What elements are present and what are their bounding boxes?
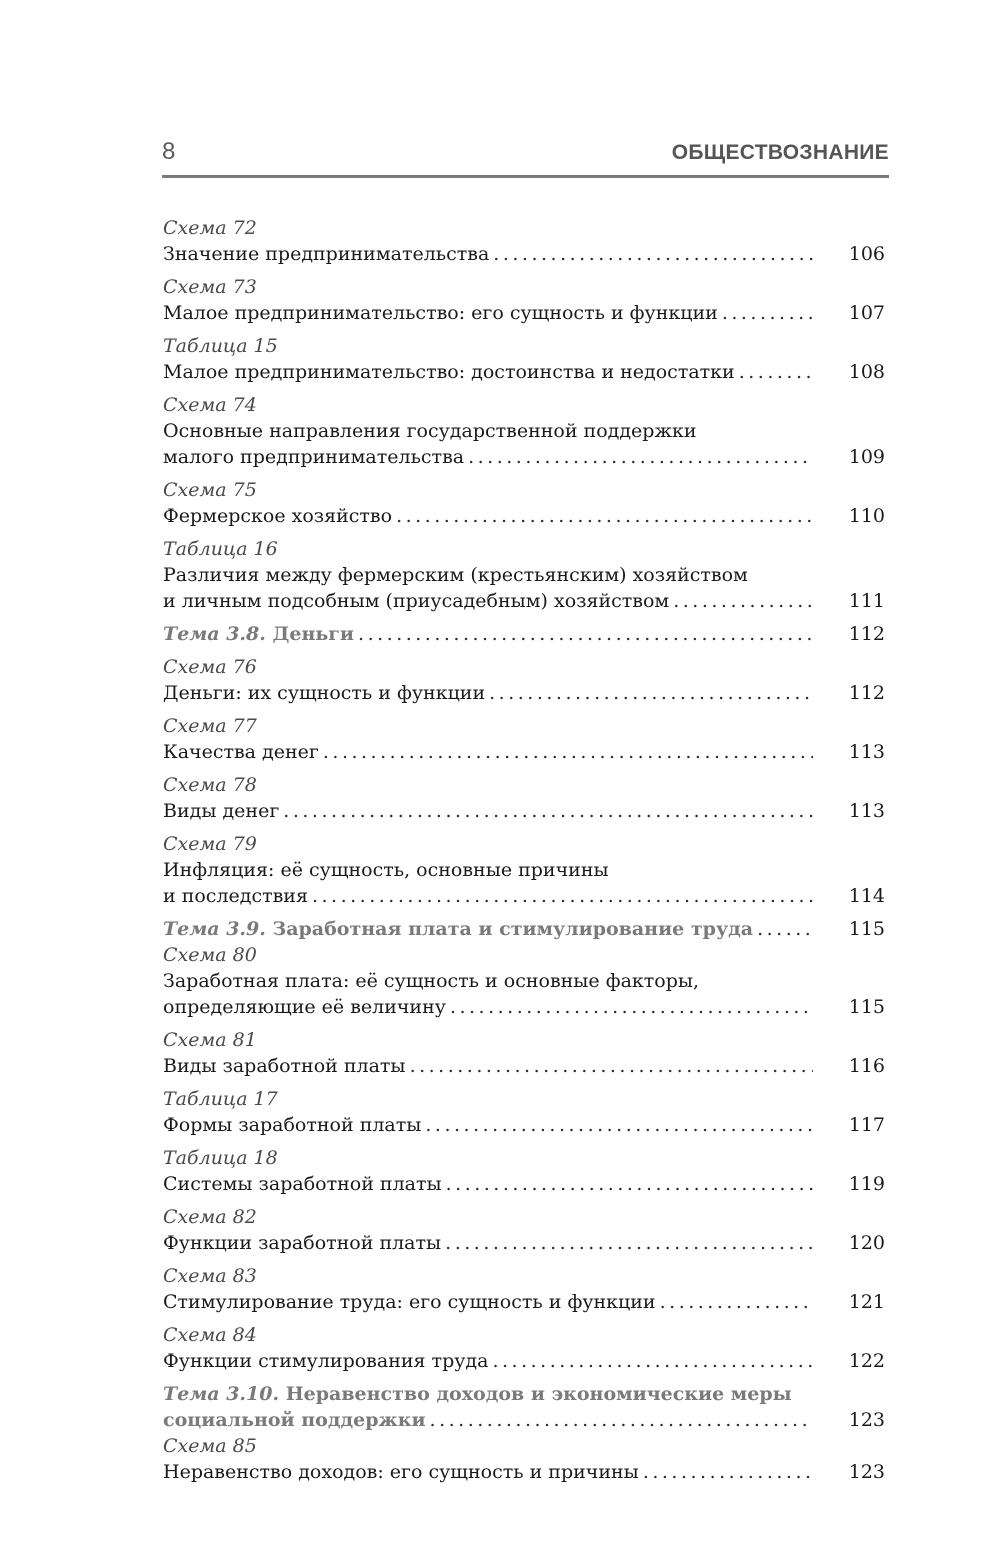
entry-line	[163, 1289, 885, 1315]
entry-label: Схема 72	[163, 217, 257, 239]
toc-entry	[163, 477, 885, 529]
topic-line-1	[163, 1381, 885, 1407]
entry-line-1	[163, 857, 885, 883]
table-of-contents	[163, 215, 885, 1485]
entry-line	[163, 680, 885, 706]
leader-dots	[639, 1459, 813, 1485]
toc-entry	[163, 1027, 885, 1079]
leader-dots	[426, 1407, 813, 1433]
entry-line	[163, 300, 885, 326]
entry-label: Схема 78	[163, 774, 257, 796]
entry-label: Схема 75	[163, 479, 257, 501]
entry-title: Деньги: их сущность и функции	[163, 682, 486, 704]
entry-line	[163, 588, 885, 614]
entry-page: 120	[848, 1232, 885, 1254]
leader-dots	[392, 503, 813, 529]
entry-title: Виды заработной платы	[163, 1055, 406, 1077]
entry-label: Схема 80	[163, 944, 257, 966]
topic-title: Заработная плата и стимулирование труда	[265, 918, 754, 940]
leader-dots	[354, 621, 813, 647]
toc-entry	[163, 942, 885, 1020]
entry-page: 117	[848, 1114, 885, 1136]
entry-line	[163, 359, 885, 385]
entry-title-cont: малого предпринимательства	[163, 446, 465, 468]
topic-page: 123	[848, 1409, 885, 1431]
leader-dots	[488, 1348, 813, 1374]
toc-topic	[163, 621, 885, 647]
entry-page: 111	[848, 590, 885, 612]
entry-page: 114	[848, 885, 885, 907]
entry-label: Схема 83	[163, 1265, 257, 1287]
leader-dots	[464, 444, 813, 470]
entry-page: 106	[848, 243, 885, 265]
entry-title: Системы заработной платы	[163, 1173, 442, 1195]
entry-line	[163, 994, 885, 1020]
entry-line-1	[163, 418, 885, 444]
toc-entry	[163, 713, 885, 765]
entry-line	[163, 1171, 885, 1197]
entry-page: 108	[848, 361, 885, 383]
entry-label: Схема 85	[163, 1435, 257, 1457]
entry-label: Схема 77	[163, 715, 257, 737]
entry-label: Таблица 15	[163, 335, 278, 357]
toc-entry	[163, 1433, 885, 1485]
leader-dots	[735, 359, 813, 385]
topic-line	[163, 916, 885, 942]
leader-dots	[446, 994, 813, 1020]
entry-title-cont: определяющие её величину	[163, 996, 446, 1018]
entry-line-1	[163, 968, 885, 994]
topic-line	[163, 621, 885, 647]
topic-label: Тема 3.9.	[163, 918, 266, 940]
entry-title-cont: и личным подсобным (приусадебным) хозяйством	[163, 590, 670, 612]
entry-title: Виды денег	[163, 800, 280, 822]
leader-dots	[421, 1112, 813, 1138]
entry-page: 113	[848, 741, 885, 763]
toc-entry	[163, 1145, 885, 1197]
leader-dots	[319, 739, 813, 765]
toc-topic	[163, 916, 885, 942]
entry-title: Инфляция: её сущность, основные причины	[163, 859, 609, 881]
leader-dots	[656, 1289, 813, 1315]
entry-title: Качества денег	[163, 741, 319, 763]
entry-page: 109	[848, 446, 885, 468]
entry-title: Различия между фермерским (крестьянским) хозяйством	[163, 564, 748, 586]
entry-label: Схема 84	[163, 1324, 257, 1346]
entry-label: Схема 82	[163, 1206, 257, 1228]
entry-page: 122	[848, 1350, 885, 1372]
entry-page: 110	[848, 505, 885, 527]
entry-page: 119	[848, 1173, 885, 1195]
entry-label: Схема 74	[163, 394, 257, 416]
entry-page: 116	[848, 1055, 885, 1077]
toc-entry	[163, 215, 885, 267]
entry-page: 113	[848, 800, 885, 822]
entry-page: 115	[848, 996, 885, 1018]
entry-label: Схема 81	[163, 1029, 257, 1051]
entry-line	[163, 883, 885, 909]
entry-title: Фермерское хозяйство	[163, 505, 393, 527]
toc-entry	[163, 1263, 885, 1315]
running-header	[162, 138, 889, 178]
toc-topic	[163, 1381, 885, 1433]
topic-title: Деньги	[265, 623, 355, 645]
entry-line	[163, 1112, 885, 1138]
entry-label: Схема 79	[163, 833, 257, 855]
entry-title: Функции заработной платы	[163, 1232, 442, 1254]
toc-entry	[163, 274, 885, 326]
toc-entry	[163, 1204, 885, 1256]
entry-line	[163, 1348, 885, 1374]
entry-title: Основные направления государственной поддержки	[163, 420, 697, 442]
topic-page: 112	[848, 623, 885, 645]
entry-label: Таблица 18	[163, 1147, 278, 1169]
leader-dots	[718, 300, 813, 326]
entry-title: Малое предпринимательство: его сущность и функции	[163, 302, 718, 324]
leader-dots	[308, 883, 813, 909]
topic-title: Неравенство доходов и экономические меры	[279, 1383, 792, 1405]
toc-entry	[163, 1322, 885, 1374]
toc-entry	[163, 392, 885, 470]
entry-page: 121	[848, 1291, 885, 1313]
running-title: ОБЩЕСТВОЗНАНИЕ	[671, 141, 889, 164]
entry-title-cont: и последствия	[163, 885, 308, 907]
leader-dots	[406, 1053, 813, 1079]
toc-entry	[163, 1086, 885, 1138]
entry-label: Таблица 16	[163, 538, 278, 560]
toc-entry	[163, 536, 885, 614]
entry-page: 123	[848, 1461, 885, 1483]
leader-dots	[442, 1171, 813, 1197]
page-number: 8	[162, 138, 176, 165]
entry-title: Заработная плата: её сущность и основные факторы,	[163, 970, 700, 992]
leader-dots	[489, 241, 813, 267]
toc-entry	[163, 654, 885, 706]
leader-dots	[485, 680, 813, 706]
entry-line	[163, 241, 885, 267]
entry-line	[163, 1053, 885, 1079]
entry-page: 112	[848, 682, 885, 704]
entry-line	[163, 444, 885, 470]
entry-line	[163, 739, 885, 765]
topic-line	[163, 1407, 885, 1433]
entry-title: Значение предпринимательства	[163, 243, 490, 265]
entry-line	[163, 798, 885, 824]
topic-label: Тема 3.10.	[163, 1383, 280, 1405]
entry-label: Схема 73	[163, 276, 257, 298]
toc-entry	[163, 831, 885, 909]
leader-dots	[279, 798, 813, 824]
entry-title: Стимулирование труда: его сущность и функции	[163, 1291, 656, 1313]
topic-label: Тема 3.8.	[163, 623, 266, 645]
entry-title: Неравенство доходов: его сущность и причины	[163, 1461, 639, 1483]
entry-line	[163, 1459, 885, 1485]
entry-line	[163, 503, 885, 529]
toc-entry	[163, 772, 885, 824]
leader-dots	[669, 588, 813, 614]
topic-page: 115	[848, 918, 885, 940]
entry-label: Таблица 17	[163, 1088, 278, 1110]
toc-entry	[163, 333, 885, 385]
entry-line	[163, 1230, 885, 1256]
leader-dots	[441, 1230, 813, 1256]
entry-title: Функции стимулирования труда	[163, 1350, 489, 1372]
topic-title-cont: социальной поддержки	[163, 1409, 426, 1431]
entry-page: 107	[848, 302, 885, 324]
leader-dots	[753, 916, 813, 942]
entry-line-1	[163, 562, 885, 588]
entry-title: Формы заработной платы	[163, 1114, 422, 1136]
entry-label: Схема 76	[163, 656, 257, 678]
entry-title: Малое предпринимательство: достоинства и недостатки	[163, 361, 735, 383]
